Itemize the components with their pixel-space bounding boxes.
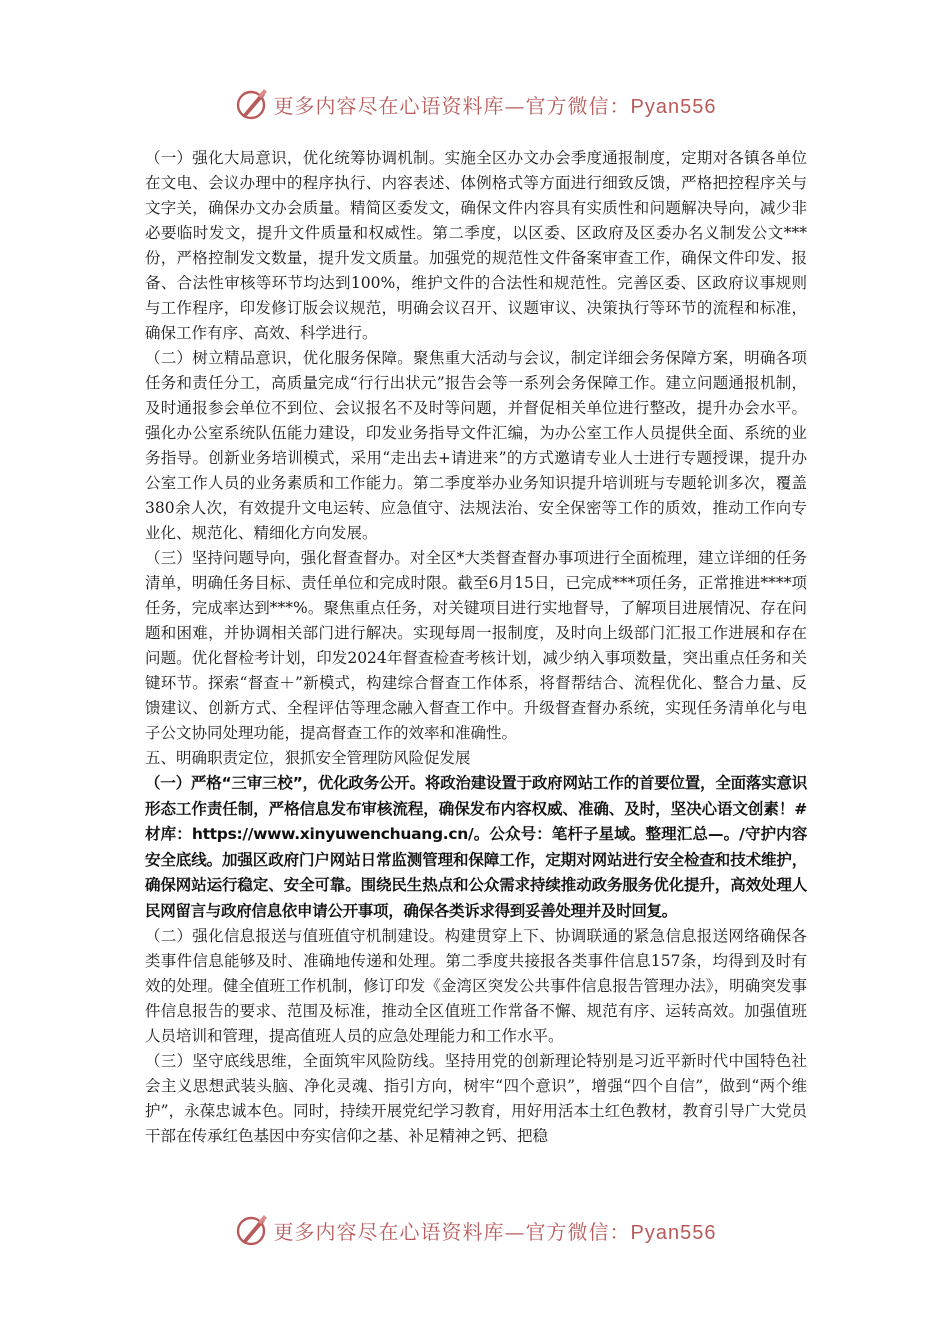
paragraph: （三）坚持问题导向，强化督查督办。对全区*大类督查督办事项进行全面梳理，建立详细的任务清单，明确任务目标、责任单位和完成时限。截至6月15日，已完成***项任务，正常推进****项任务，完成率达到***%。聚焦重点任务，对关键项目进行实地督导，了解项目进展情况、存在问题和困难，并协调相关部门进行解决。实现每周一报制度，及时向上级部门汇报工作进展和存在问题。优化督检考计划，印发2024年督查检查考核计划，减少纳入事项数量，突出重点任务和关键环节。探索“督查＋”新模式，构建综合督查工作体系，将督帮结合、流程优化、整合力量、反馈建议、创新方式、全程评估等理念融入督查工作中。升级督查督办系统，实现任务清单化与电子公文协同处理功能，提高督查工作的效率和准确性。 [145,549,807,742]
paragraph: （一）强化大局意识，优化统筹协调机制。实施全区办文办会季度通报制度，定期对各镇各单位在文电、会议办理中的程序执行、内容表述、体例格式等方面进行细致反馈，严格把控程序关与文字关，确保办文办会质量。精简区委发文，确保文件内容具有实质性和问题解决导向，减少非必要临时发文，提升文件质量和权威性。第二季度，以区委、区政府及区委办名义制发公文***份，严格控制发文数量，提升发文质量。加强党的规范性文件备案审查工作，确保文件印发、报备、合法性审核等环节均达到100%，维护文件的合法性和规范性。完善区委、区政府议事规则与工作程序，印发修订版会议规范，明确会议召开、议题审议、决策执行等环节的流程和标准，确保工作有序、高效、科学进行。 [145,149,807,342]
document-body [145,146,807,1149]
paragraph: （二）强化信息报送与值班值守机制建设。构建贯穿上下、协调联通的紧急信息报送网络确保各类事件信息能够及时、准确地传递和处理。第二季度共接报各类事件信息157条，均得到及时有效的处理。健全值班工作机制，修订印发《金湾区突发公共事件信息报告管理办法》，明确突发事件信息报告的要求、范围及标准，推动全区值班工作常备不懈、规范有序、运转高效。加强值班人员培训和管理，提高值班人员的应急处理能力和工作水平。 [145,927,807,1045]
quill-pen-logo-icon [234,1212,270,1248]
section-heading: 五、明确职责定位，狠抓安全管理防风险促发展 [145,749,471,767]
quill-pen-logo-icon [234,86,270,122]
header-watermark-banner [0,84,950,124]
wechat-id: Pyan556 [630,95,717,118]
paragraph: （三）坚守底线思维，全面筑牢风险防线。坚持用党的创新理论特别是习近平新时代中国特色社会主义思想武装头脑、净化灵魂、指引方向，树牢“四个意识”，增强“四个自信”，做到“两个维护”，永葆忠诚本色。同时，持续开展党纪学习教育，用好用活本土红色教材，教育引导广大党员干部在传承红色基因中夯实信仰之基、补足精神之钙、把稳 [145,1052,807,1145]
watermark-text: 更多内容尽在心语资料库—官方微信：Pyan556 [273,1219,717,1244]
paragraph: （二）树立精品意识，优化服务保障。聚焦重大活动与会议，制定详细会务保障方案，明确各项任务和责任分工，高质量完成“行行出状元”报告会等一系列会务保障工作。建立问题通报机制，及时通报参会单位不到位、会议报名不及时等问题，并督促相关单位进行整改，提升办会水平。强化办公室系统队伍能力建设，印发业务指导文件汇编，为办公室工作人员提供全面、系统的业务指导。创新业务培训模式，采用“走出去+请进来”的方式邀请专业人士进行专题授课，提升办公室工作人员的业务素质和工作能力。第二季度举办业务知识提升培训班与专题轮训多次，覆盖380余人次，有效提升文电运转、应急值守、法规法治、安全保密等工作的质效，推动工作向专业化、规范化、精细化方向发展。 [145,349,807,542]
watermark-text: 更多内容尽在心语资料库—官方微信：Pyan556 [273,93,717,118]
wechat-id: Pyan556 [630,1221,717,1244]
paragraph-bold: （一）严格“三审三校”，优化政务公开。将政治建设置于政府网站工作的首要位置，全面落实意识形态工作责任制，严格信息发布审核流程，确保发布内容权威、准确、及时，坚决心语文创素！#材库：https://www.xinyuwenchuang.cn/。公众号：笔杆子星域。整理汇总—。/守护内容安全底线。加强区政府门户网站日常监测管理和保障工作，定期对网站进行安全检查和技术维护，确保网站运行稳定、安全可靠。围绕民生热点和公众需求持续推动政务服务优化提升，高效处理人民网留言与政府信息依申请公开事项，确保各类诉求得到妥善处理并及时回复。 [145,774,807,920]
footer-watermark-banner [0,1210,950,1250]
